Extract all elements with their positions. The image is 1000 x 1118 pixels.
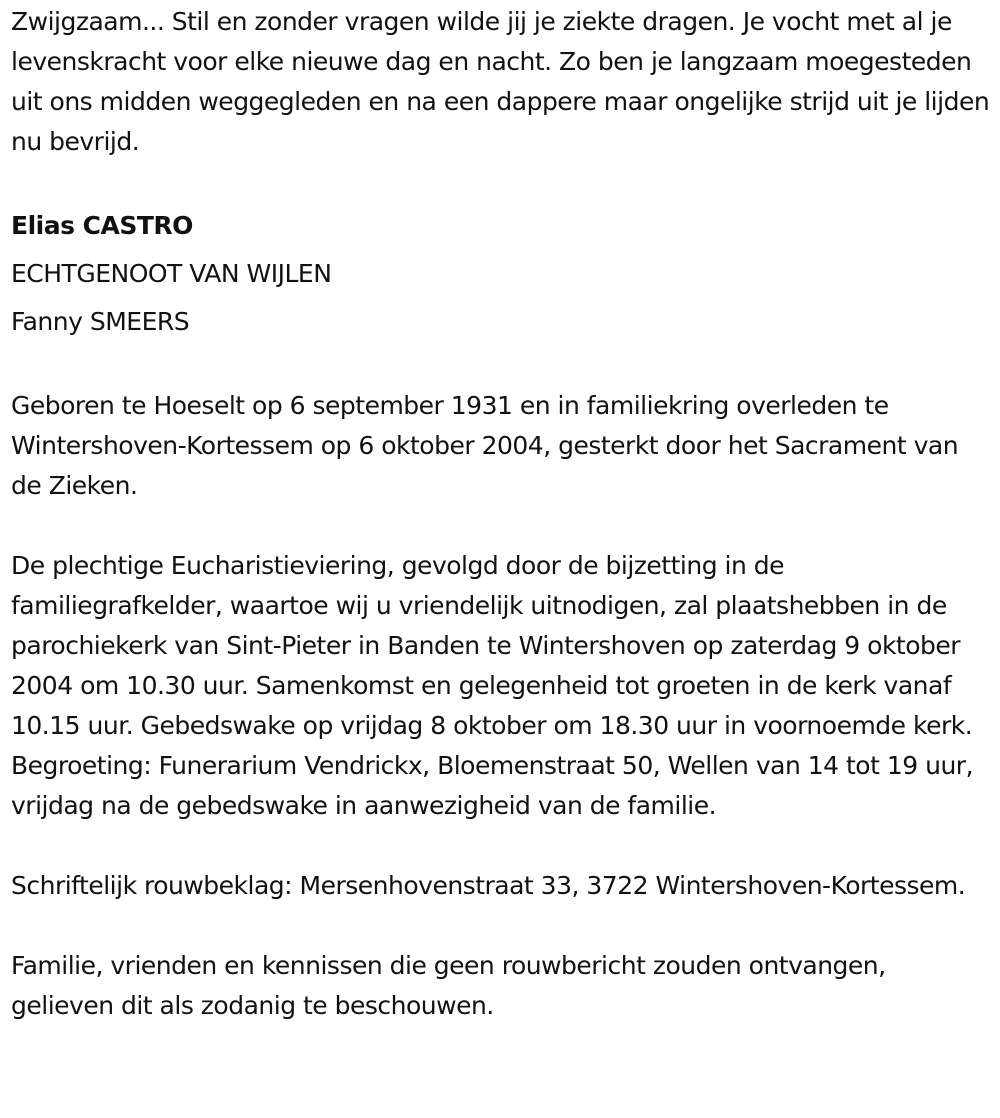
relation-line: ECHTGENOOT VAN WIJLEN — [11, 259, 332, 288]
deceased-name: Elias CASTRO — [11, 211, 193, 240]
condolence-address: Schriftelijk rouwbeklag: Mersenhovenstraat 33, 3722 Wintershoven-Kortessem. — [11, 871, 966, 900]
spouse-name: Fanny SMEERS — [11, 307, 190, 336]
intro-paragraph: Zwijgzaam... Stil en zonder vragen wilde jij je ziekte dragen. Je vocht met al je levenskracht voor elke nieuwe dag en nacht. Zo ben je langzaam moegesteden uit ons midden weggegleden en na een dappere maar ongelijke strijd uit je lijden nu bevrijd. — [11, 7, 990, 156]
ceremony-paragraph: De plechtige Eucharistieviering, gevolgd door de bijzetting in de familiegrafkelder, waartoe wij u vriendelijk uitnodigen, zal plaatshebben in de parochiekerk van Sint-Pieter in Banden te Wintershoven op zaterdag 9 oktober 2004 om 10.30 uur. Samenkomst en gelegenheid tot groeten in de kerk vanaf 10.15 uur. Gebedswake op vrijdag 8 oktober om 18.30 uur in voornoemde kerk. Begroeting: Funerarium Vendrickx, Bloemenstraat 50, Wellen van 14 tot 19 uur, vrijdag na de gebedswake in aanwezigheid van de familie. — [11, 551, 974, 820]
obituary-notice — [11, 2, 991, 1026]
closing-paragraph: Familie, vrienden en kennissen die geen rouwbericht zouden ontvangen, gelieven dit als zodanig te beschouwen. — [11, 951, 886, 1020]
birth-death-paragraph: Geboren te Hoeselt op 6 september 1931 en in familiekring overleden te Wintershoven-Kortessem op 6 oktober 2004, gesterkt door het Sacrament van de Zieken. — [11, 391, 959, 500]
